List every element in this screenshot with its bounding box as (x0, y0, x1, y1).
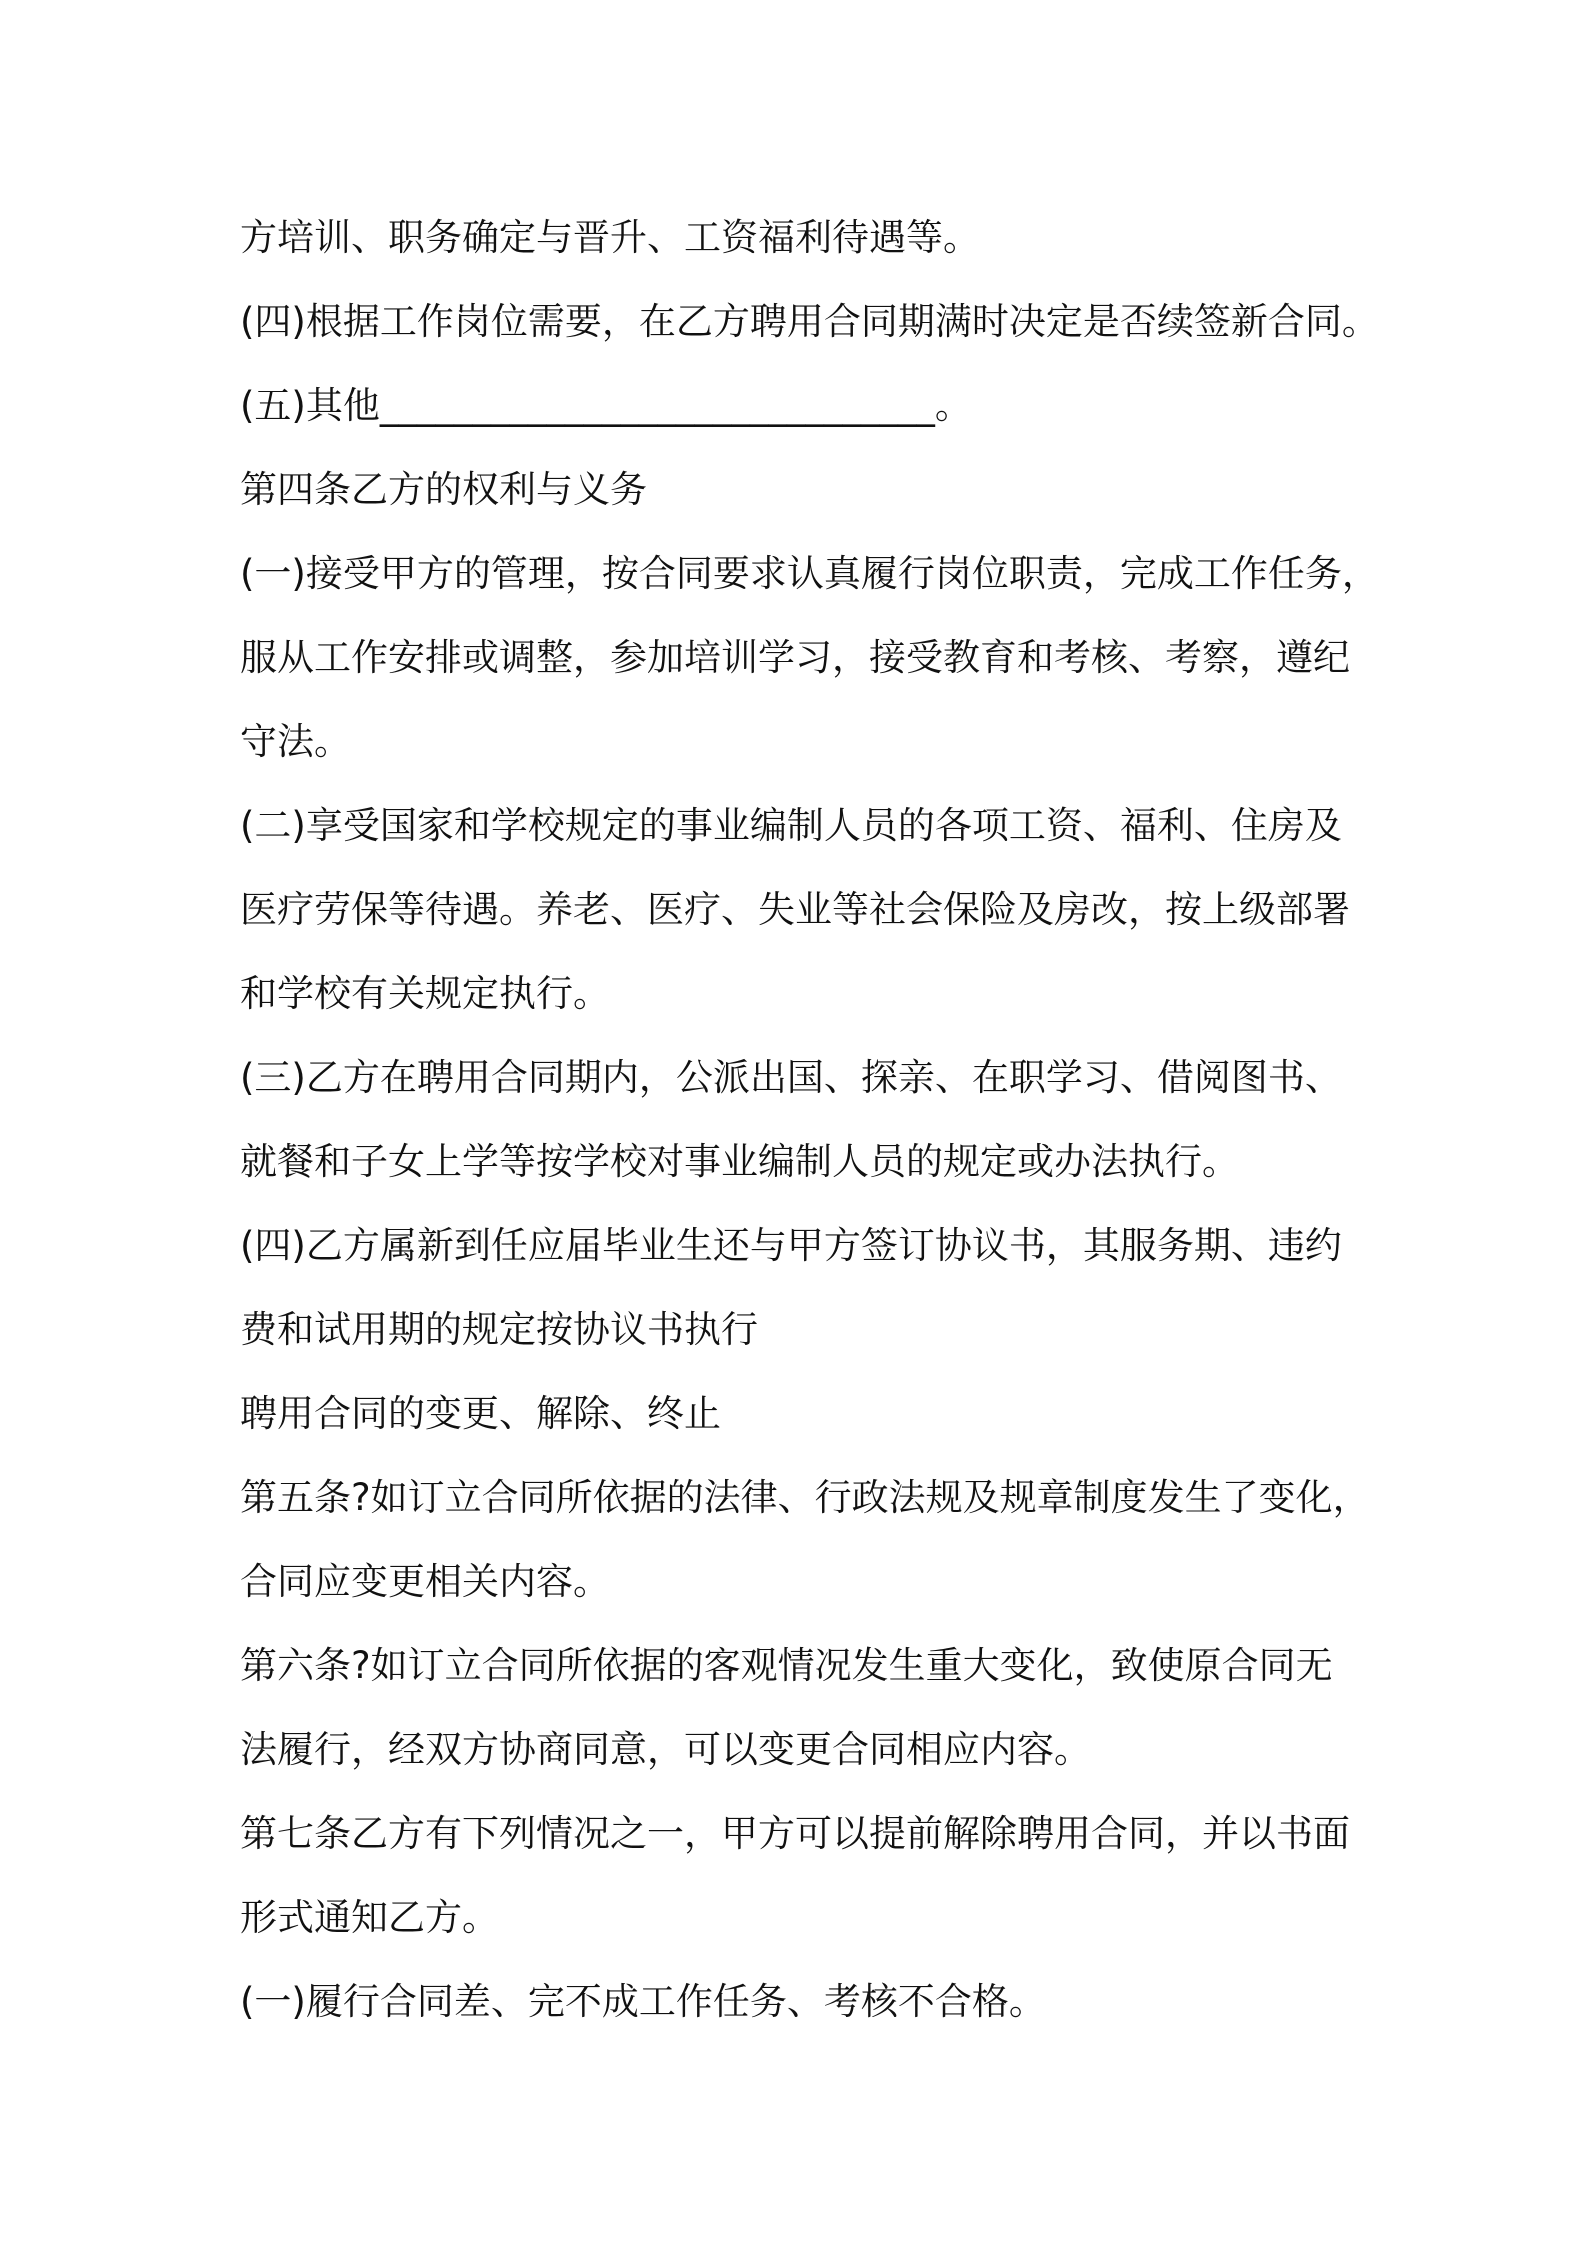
text-line: 第六条?如订立合同所依据的客观情况发生重大变化，致使原合同无 (240, 1644, 1333, 1687)
text-line: (一)履行合同差、完不成工作任务、考核不合格。 (240, 1980, 1046, 2023)
section-heading: 第四条乙方的权利与义务 (240, 468, 647, 511)
text-line: 医疗劳保等待遇。养老、医疗、失业等社会保险及房改，按上级部署 (240, 888, 1350, 931)
text-line: (三)乙方在聘用合同期内，公派出国、探亲、在职学习、借阅图书、 (240, 1056, 1342, 1099)
text-line: 合同应变更相关内容。 (240, 1560, 610, 1603)
text-line: 第五条?如订立合同所依据的法律、行政法规及规章制度发生了变化， (240, 1476, 1370, 1519)
text-line: (五)其他______________________________。 (240, 384, 972, 427)
text-line: 方培训、职务确定与晋升、工资福利待遇等。 (240, 216, 980, 259)
text-line: 第七条乙方有下列情况之一，甲方可以提前解除聘用合同，并以书面 (240, 1812, 1350, 1855)
text-line: 服从工作安排或调整，参加培训学习，接受教育和考核、考察，遵纪 (240, 636, 1350, 679)
section-heading: 聘用合同的变更、解除、终止 (240, 1392, 721, 1435)
text-line: 费和试用期的规定按协议书执行 (240, 1308, 758, 1351)
text-line: 法履行，经双方协商同意，可以变更合同相应内容。 (240, 1728, 1091, 1771)
text-line: 守法。 (240, 720, 351, 763)
text-line: 形式通知乙方。 (240, 1896, 499, 1939)
text-line: (一)接受甲方的管理，按合同要求认真履行岗位职责，完成工作任务， (240, 552, 1379, 595)
text-line: (四)根据工作岗位需要，在乙方聘用合同期满时决定是否续签新合同。 (240, 300, 1379, 343)
text-line: (四)乙方属新到任应届毕业生还与甲方签订协议书，其服务期、违约 (240, 1224, 1342, 1267)
document-body (240, 196, 1390, 2044)
text-line: 就餐和子女上学等按学校对事业编制人员的规定或办法执行。 (240, 1140, 1239, 1183)
text-line: 和学校有关规定执行。 (240, 972, 610, 1015)
text-line: (二)享受国家和学校规定的事业编制人员的各项工资、福利、住房及 (240, 804, 1342, 847)
